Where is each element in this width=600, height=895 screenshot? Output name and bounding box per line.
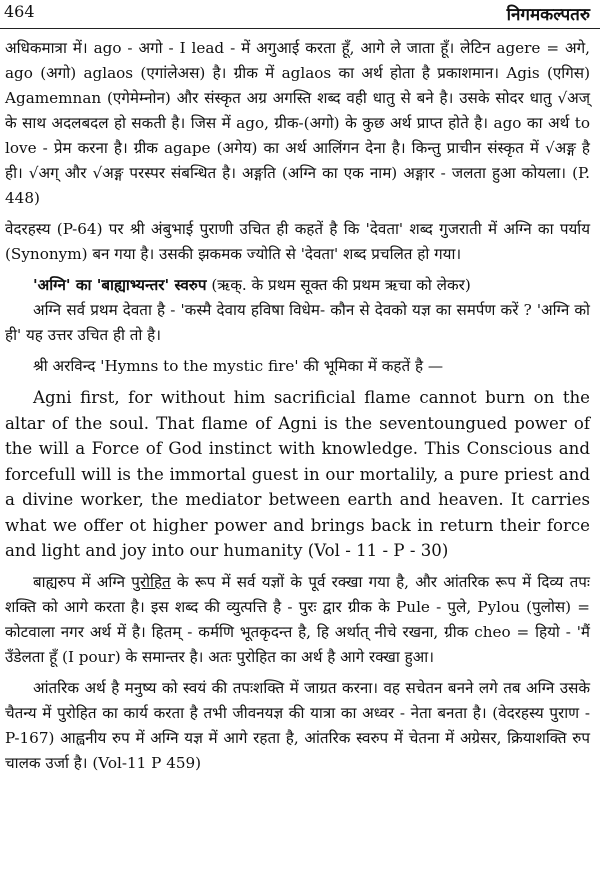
purohita-text-before: बाह्यरुप में अग्नि bbox=[33, 572, 132, 591]
page-body bbox=[5, 36, 590, 776]
paragraph-etymology: अधिकमात्रा में। ago - अगो - I lead - में अगुआई करता हूँ, आगे ले जाता हूँ। लेटिन agere = अगे, ago (अगो) aglaos (एगांलेअस) है। ग्रीक में aglaos का अर्थ होता है प्रकाशमान। Agis (एगिस) Agamemnan (एगेमेम्नोन) और संस्कृत अग्र अगस्ति शब्द वही धातु से बने है। उसके सोदर धातु √अज् के साथ अदलबदल हो सकती है। जिस में ago, ग्रीक-(अगो) के कुछ अर्थ प्राप्त होते है। ago का अर्थ to love - प्रेम करना है। ग्रीक agape (अगेय) का अर्थ आलिंगन देना है। किन्तु प्राचीन संस्कृत में √अङ्ग है ही। √अग् और √अङ्ग परस्पर संबन्धित है। अङ्गति (अग्नि का एक नाम) अङ्गार - जलता हुआ कोयला। (P. 448) bbox=[5, 39, 590, 207]
english-quotation: Agni first, for without him sacrificial flame cannot burn on the altar of the soul. That flame of Agni is the seventoungued power of the will a Force of God instinct with knowledge. This Conscious and forcefull will is the immortal guest in our mortalily, a pure priest and a divine worker, the mediator between earth and heaven. It carries what we offer ot higher power and brings back in return their force and light and joy into our humanity (Vol - 11 - P - 30) bbox=[5, 388, 590, 560]
page-number: 464 bbox=[4, 2, 35, 21]
section-heading-bold: 'अग्नि' का 'बाह्याभ्यन्तर' स्वरुप bbox=[33, 276, 207, 294]
paragraph-inner-meaning: आंतरिक अर्थ है मनुष्य को स्वयं की तपःशक्ति में जाग्रत करना। वह सचेतन बनने लगे तब अग्नि उसके चैतन्य में पुरोहित का कार्य करता है तभी जीवनयज्ञ की यात्रा का अध्वर - नेता बनता है। (वेदरहस्य पुराण - P-167) आह्वनीय रुप में अग्नि यज्ञ में आगे रहता है, आंतरिक स्वरुप में चेतना में अग्रेसर, क्रियाशक्ति रुप चालक उर्जा है। (Vol-11 P 459) bbox=[5, 678, 590, 772]
paragraph-purohita bbox=[5, 570, 590, 670]
purohita-underlined-word: पुरोहित bbox=[131, 572, 171, 591]
purohita-text-after: के रूप में सर्व यज्ञों के पूर्व रक्खा गया है, और आंतरिक रूप में दिव्य तपः शक्ति को आगे करता है। इस शब्द की व्युत्पत्ति है - पुरः द्वार ग्रीक के Pule - पुले, Pylou (पुलोस) = कोटवाला नगर अर्थ में है। हितम् - कर्मणि भूतकृदन्त है, हि अर्थात् नीचे रखना, ग्रीक cheo = हियो - 'मैं उँडेलता हूँ (I pour) के समान्तर है। अतः पुरोहित का अर्थ है आगे रक्खा हुआ। bbox=[5, 572, 590, 666]
paragraph-aurobindo-intro: श्री अरविन्द 'Hymns to the mystic fire' की भूमिका में कहतें है — bbox=[33, 357, 444, 375]
section-heading bbox=[5, 273, 590, 298]
paragraph-first-deity: अग्नि सर्व प्रथम देवता है - 'कस्मै देवाय हविषा विधेम- कौन से देवको यज्ञ का समर्पण करें ? 'अग्नि को ही' यह उत्तर उचित ही तो है। bbox=[5, 301, 590, 344]
running-title: निगमकल्पतरु bbox=[506, 5, 590, 25]
page-header bbox=[0, 0, 600, 29]
paragraph-devata: वेदरहस्य (P-64) पर श्री अंबुभाई पुराणी उचित ही कहतें है कि 'देवता' शब्द गुजराती में अग्नि का पर्याय (Synonym) बन गया है। उसकी झकमक ज्योति से 'देवता' शब्द प्रचलित हो गया। bbox=[5, 220, 590, 263]
section-heading-note: (ऋक्. के प्रथम सूक्त की प्रथम ऋचा को लेकर) bbox=[206, 276, 471, 294]
